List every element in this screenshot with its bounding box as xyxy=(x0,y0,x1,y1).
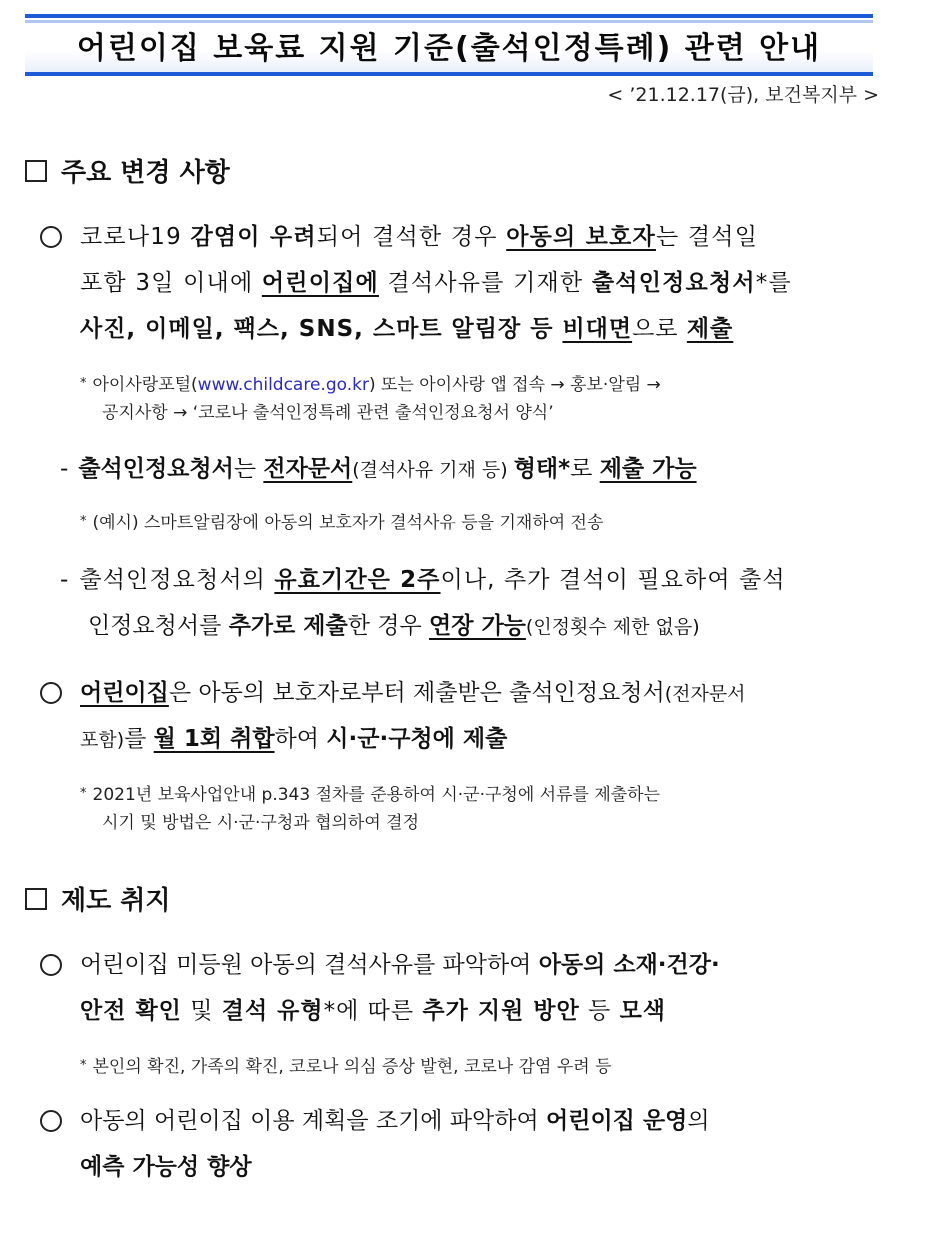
dash2-line2: 인정요청서를 추가로 제출한 경우 연장 가능(인정횟수 제한 없음) xyxy=(88,613,700,639)
purpose2-line1: 아동의 어린이집 이용 계획을 조기에 파악하여 어린이집 운영의 xyxy=(80,1108,710,1134)
item2-line1: 어린이집은 아동의 보호자로부터 제출받은 출석인정요청서(전자문서 xyxy=(80,680,746,706)
purpose1-note: * 본인의 확진, 가족의 확진, 코로나 의심 증상 발현, 코로나 감염 우려 등 xyxy=(80,1057,612,1077)
purpose1-line1: 어린이집 미등원 아동의 결석사유를 파악하여 아동의 소재·건강· xyxy=(80,952,720,978)
item1-line1: 코로나19 감염이 우려되어 결석한 경우 아동의 보호자는 결석일 xyxy=(80,224,759,250)
circle-bullet-icon xyxy=(40,226,62,248)
square-bullet-icon xyxy=(25,888,47,910)
title-banner xyxy=(25,14,873,76)
purpose1-line2: 안전 확인 및 결석 유형*에 따른 추가 지원 방안 등 모색 xyxy=(80,998,667,1024)
item1-note-line2: 공지사항 → ‘코로나 출석인정특례 관련 출석인정요청서 양식’ xyxy=(102,403,554,423)
square-bullet-icon xyxy=(25,160,47,182)
circle-bullet-icon xyxy=(40,954,62,976)
purpose2-line2: 예측 가능성 향상 xyxy=(80,1154,252,1180)
childcare-portal-link[interactable]: www.childcare.go.kr xyxy=(197,375,369,395)
document-title: 어린이집 보육료 지원 기준(출석인정특례) 관련 안내 xyxy=(76,31,822,66)
item1-note-line1: * 아이사랑포털(www.childcare.go.kr) 또는 아이사랑 앱 접속 → 홍보·알림 → xyxy=(80,375,661,395)
section-heading-purpose: 제도 취지 xyxy=(25,880,171,917)
circle-bullet-icon xyxy=(40,682,62,704)
circle-bullet-icon xyxy=(40,1110,62,1132)
dash1-line: - 출석인정요청서는 전자문서(결석사유 기재 등) 형태*로 제출 가능 xyxy=(60,456,697,482)
section-heading-changes: 주요 변경 사항 xyxy=(25,152,230,189)
item1-line3: 사진, 이메일, 팩스, SNS, 스마트 알림장 등 비대면으로 제출 xyxy=(80,316,734,342)
item2-line2: 포함)를 월 1회 취합하여 시·군·구청에 제출 xyxy=(80,726,508,752)
item2-note-line1: * 2021년 보육사업안내 p.343 절차를 준용하여 시·군·구청에 서류를 제출하는 xyxy=(80,785,661,805)
date-line: < ’21.12.17(금), 보건복지부 > xyxy=(607,84,879,106)
item1-line2: 포함 3일 이내에 어린이집에 결석사유를 기재한 출석인정요청서*를 xyxy=(80,270,792,296)
dash2-line1: - 출석인정요청서의 유효기간은 2주이나, 추가 결석이 필요하여 출석 xyxy=(60,567,786,593)
dash1-note: * (예시) 스마트알림장에 아동의 보호자가 결석사유 등을 기재하여 전송 xyxy=(80,513,604,533)
item2-note-line2: 시기 및 방법은 시·군·구청과 협의하여 결정 xyxy=(102,813,420,833)
